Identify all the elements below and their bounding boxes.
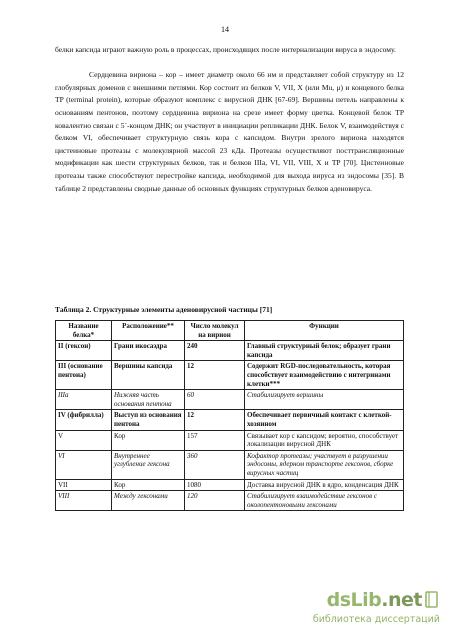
book-icon bbox=[424, 590, 440, 610]
cell-protein-name: II (гексон) bbox=[56, 341, 112, 361]
cell-location: Кор bbox=[112, 430, 185, 450]
watermark-logo-tld: .net bbox=[381, 589, 422, 611]
table-body bbox=[56, 341, 404, 511]
cell-protein-name: VIII bbox=[56, 491, 112, 511]
cell-location: Нижняя часть основания пентона bbox=[112, 390, 185, 410]
cell-molecule-count: 120 bbox=[185, 491, 245, 511]
cell-function: Доставка вирусной ДНК в ядро, конденсация ДНК bbox=[245, 479, 404, 491]
watermark-logo bbox=[327, 589, 440, 611]
cell-function: Содержит RGD-последовательность, которая способствует взаимодействию с интегринами клетки*** bbox=[245, 361, 404, 390]
watermark-subtitle: библиотека диссертаций bbox=[312, 614, 440, 625]
cell-protein-name: IIIa bbox=[56, 390, 112, 410]
table-row bbox=[56, 430, 404, 450]
table-row bbox=[56, 390, 404, 410]
cell-location: Внутреннее углубление гексона bbox=[112, 450, 185, 479]
cell-location: Кор bbox=[112, 479, 185, 491]
watermark bbox=[312, 589, 440, 629]
paragraph-core: Сердцевина вириона – кор – имеет диаметр около 66 нм и представляет собой структуру из 12 глобулярных доменов с внешними петлями. Кор состоит из белков V, VII, X (или Mu, μ) и концевого белка TP (terminal protein), которые образуют комплекс с вирусной ДНК [67-69]. Вершины петель направлены к основаниям пентонов, поэтому сердцевина вириона на срезе имеет форму цветка. Концевой белок TP ковалентно связан с 5´-концом ДНК; он участвует в инициации репликации ДНК. Белок V, взаимодействуя с белком VI, обеспечивает структурную связь кора с капсидом. Внутри зрелого вириона находятся цистеиновые протеазы с молекулярной массой 23 кДа. Протеазы осуществляют посттрансляционные модификации как шести структурных белков, так и белков IIIa, VI, VII, VIII, X и TP [70]. Цистеиновые протеазы также способствуют перестройке капсида, необходимой для выхода вируса из эндосомы [35]. В таблице 2 представлены сводные данные об основных функциях структурных белков аденовируса. bbox=[55, 70, 404, 193]
cell-molecule-count: 240 bbox=[185, 341, 245, 361]
table-row bbox=[56, 410, 404, 430]
watermark-logo-main: dsLib bbox=[326, 589, 382, 611]
paragraph-continuation: белки капсида играют важную роль в процессах, происходящих после интернализации вируса в эндосому. bbox=[55, 45, 396, 54]
cell-molecule-count: 360 bbox=[185, 450, 245, 479]
cell-location: Вершины капсида bbox=[112, 361, 185, 390]
cell-function: Связывает кор с капсидом; вероятно, способствует локализации вирусной ДНК bbox=[245, 430, 404, 450]
header-functions: Функции bbox=[245, 321, 404, 341]
table-row bbox=[56, 341, 404, 361]
page-number: 14 bbox=[221, 25, 229, 34]
cell-molecule-count: 157 bbox=[185, 430, 245, 450]
cell-molecule-count: 60 bbox=[185, 390, 245, 410]
cell-protein-name: III (основание пентона) bbox=[56, 361, 112, 390]
table-row bbox=[56, 491, 404, 511]
cell-protein-name: V bbox=[56, 430, 112, 450]
cell-molecule-count: 1080 bbox=[185, 479, 245, 491]
table-row bbox=[56, 479, 404, 491]
cell-protein-name: VI bbox=[56, 450, 112, 479]
cell-molecule-count: 12 bbox=[185, 410, 245, 430]
proteins-table bbox=[55, 320, 404, 511]
header-protein-name: Название белка* bbox=[56, 321, 112, 341]
table-header-row bbox=[56, 321, 404, 341]
table-title: Таблица 2. Структурные элементы аденовирусной частицы [71] bbox=[55, 305, 273, 314]
cell-function: Главный структурный белок; образует грани капсида bbox=[245, 341, 404, 361]
cell-protein-name: IV (фибрилла) bbox=[56, 410, 112, 430]
cell-function: Обеспечивает первичный контакт с клеткой-хозяином bbox=[245, 410, 404, 430]
cell-function: Кофактор протеазы; участвует в разрушении эндосомы, ядерном транспорте гексонов, сборке вирусных частиц bbox=[245, 450, 404, 479]
cell-location: Выступ из основания пентона bbox=[112, 410, 185, 430]
body-text bbox=[55, 44, 404, 195]
header-location: Расположение** bbox=[112, 321, 185, 341]
cell-function: Стабилизирует взаимодействие гексонов с околопентоновыми гексонами bbox=[245, 491, 404, 511]
cell-protein-name: VII bbox=[56, 479, 112, 491]
header-molecule-count: Число молекул на вирион bbox=[185, 321, 245, 341]
cell-location: Грани икосаэдра bbox=[112, 341, 185, 361]
table-row bbox=[56, 450, 404, 479]
cell-molecule-count: 12 bbox=[185, 361, 245, 390]
cell-function: Стабилизирует вершины bbox=[245, 390, 404, 410]
cell-location: Между гексонами bbox=[112, 491, 185, 511]
table-row bbox=[56, 361, 404, 390]
